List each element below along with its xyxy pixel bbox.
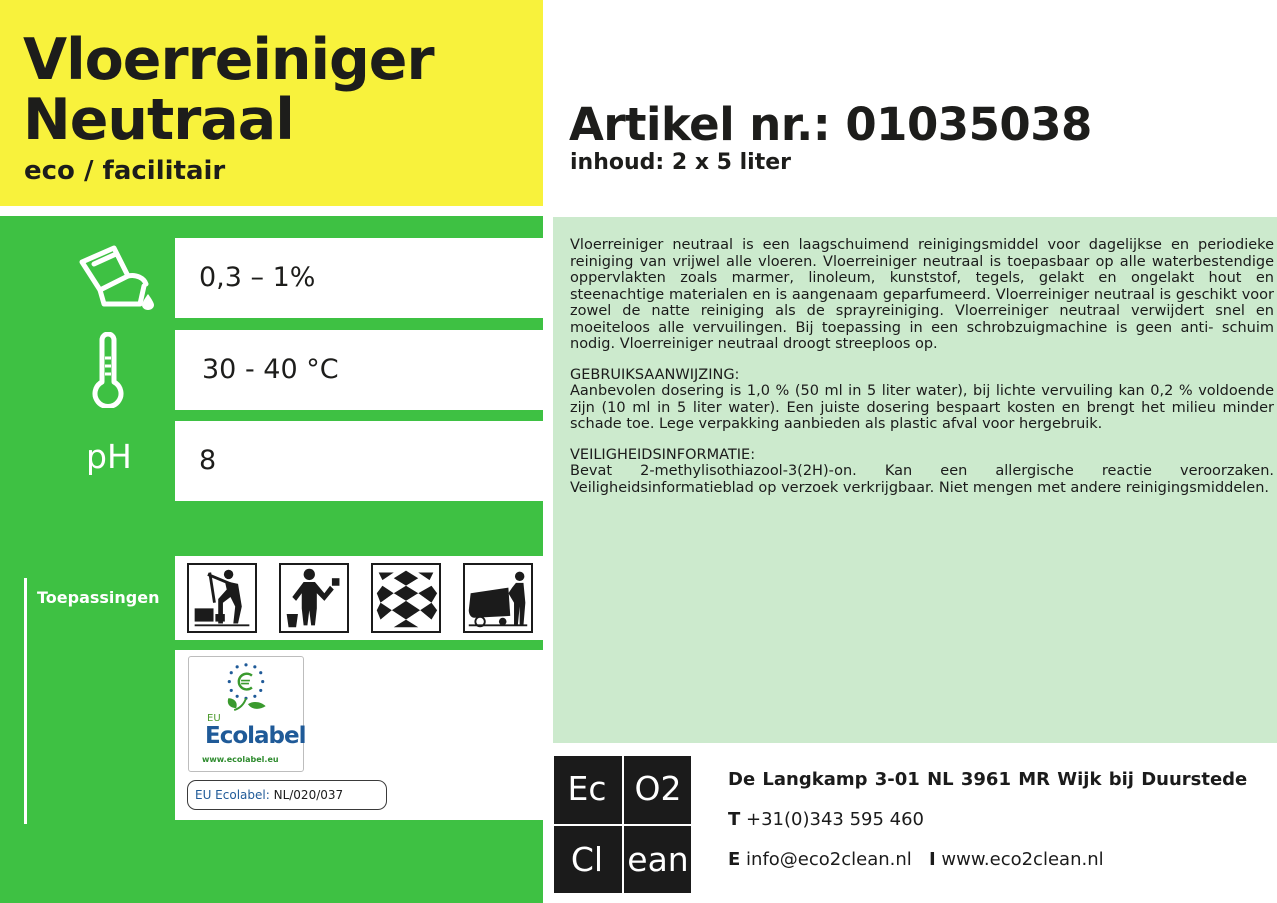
- company-address: De Langkamp 3-01 NL 3961 MR Wijk bij Duurstede: [728, 769, 1248, 790]
- company-logo: [554, 756, 691, 893]
- logo-cell-o2: O2: [634, 769, 682, 808]
- contents-volume: inhoud: 2 x 5 liter: [570, 150, 791, 175]
- usage-section: [570, 367, 1274, 433]
- ecolabel-license-key: EU Ecolabel:: [195, 788, 270, 802]
- description-intro: Vloerreiniger neutraal is een laagschuimend reinigingsmiddel voor dagelijkse en periodieke reiniging van vrijwel alle vloeren. Vloerreiniger neutraal is toepasbaar op alle waterbestendige oppervlakten zoals marmer, linoleum, kunststof, tegels, gelakt en ongelakt hout en steenachtige materialen en is aangenaam geparfumeerd. Vloerreiniger neutraal is geschikt voor zowel de natte reiniging als de sprayreiniging. Vloerreiniger neutraal verwijdert snel en moeiteloos alle vervuilingen. Bij toepassing in een schrobzuigmachine is geen anti- schuim nodig. Vloerreiniger neutraal droogt streeploos op.: [570, 237, 1274, 352]
- applications-divider: [24, 578, 27, 824]
- website-link[interactable]: www.eco2clean.nl: [941, 849, 1104, 870]
- usage-text: Aanbevolen dosering is 1,0 % (50 ml in 5 liter water), bij lichte vervuiling kan 0,2 % voldoende zijn (10 ml in 5 liter water). Een juiste dosering bespaart kosten en brengt het milieu minder schade toe. Lege verpakking aanbieden als plastic afval voor hergebruik.: [570, 383, 1274, 432]
- scrubber-machine-icon: [463, 563, 533, 633]
- logo-cell-ec: Ec: [567, 769, 607, 808]
- safety-text: Bevat 2-methylisothiazool-3(2H)-on. Kan een allergische reactie veroorzaken. Veiligheidsinformatieblad op verzoek verkrijgbaar. Niet mengen met andere reinigingsmiddelen.: [570, 463, 1274, 496]
- phone-key: T: [728, 809, 741, 830]
- ph-label: pH: [86, 437, 132, 476]
- logo-cell-cl: Cl: [570, 840, 604, 879]
- thermometer-icon: [88, 332, 128, 408]
- email-key: E: [728, 849, 741, 870]
- email-address[interactable]: info@eco2clean.nl: [746, 849, 912, 870]
- dosage-row: [175, 238, 543, 318]
- description-text: [570, 237, 1274, 510]
- phone-number: +31(0)343 595 460: [746, 809, 925, 830]
- safety-section: [570, 447, 1274, 497]
- usage-heading: GEBRUIKSAANWIJZING:: [570, 366, 740, 383]
- ecolabel-license-number: NL/020/037: [273, 788, 344, 802]
- temperature-row: [175, 330, 543, 410]
- ph-row: [175, 421, 543, 501]
- ecolabel-url: www.ecolabel.eu: [202, 755, 279, 764]
- ph-value: 8: [199, 445, 217, 476]
- temperature-value: 30 - 40 °C: [202, 354, 339, 385]
- ecolabel-panel: [175, 650, 543, 820]
- safety-heading: VEILIGHEIDSINFORMATIE:: [570, 446, 756, 463]
- company-phone: [728, 809, 924, 830]
- dosage-icon: [74, 240, 158, 310]
- web-key: I: [928, 849, 936, 870]
- title-block: [0, 0, 543, 206]
- dosage-value: 0,3 – 1%: [199, 262, 316, 293]
- article-number: Artikel nr.: 01035038: [569, 98, 1092, 151]
- ecolabel-eu-text: EU: [207, 713, 221, 724]
- ecolabel-logo: [188, 656, 304, 772]
- company-online: [728, 849, 1104, 870]
- product-subtitle: eco / facilitair: [24, 156, 226, 186]
- tiled-floor-icon: [371, 563, 441, 633]
- logo-cell-ean: ean: [627, 840, 689, 879]
- product-title-line2: Neutraal: [23, 87, 294, 153]
- product-title-line1: Vloerreiniger: [23, 27, 434, 93]
- logo-divider-vertical: [622, 756, 624, 893]
- ecolabel-name: Ecolabel: [205, 723, 306, 749]
- surface-cleaning-icon: [279, 563, 349, 633]
- applications-label: Toepassingen: [37, 588, 160, 607]
- ecolabel-license: [187, 780, 387, 810]
- floor-mopping-icon: [187, 563, 257, 633]
- description-panel: [553, 217, 1277, 743]
- applications-strip: [175, 556, 543, 640]
